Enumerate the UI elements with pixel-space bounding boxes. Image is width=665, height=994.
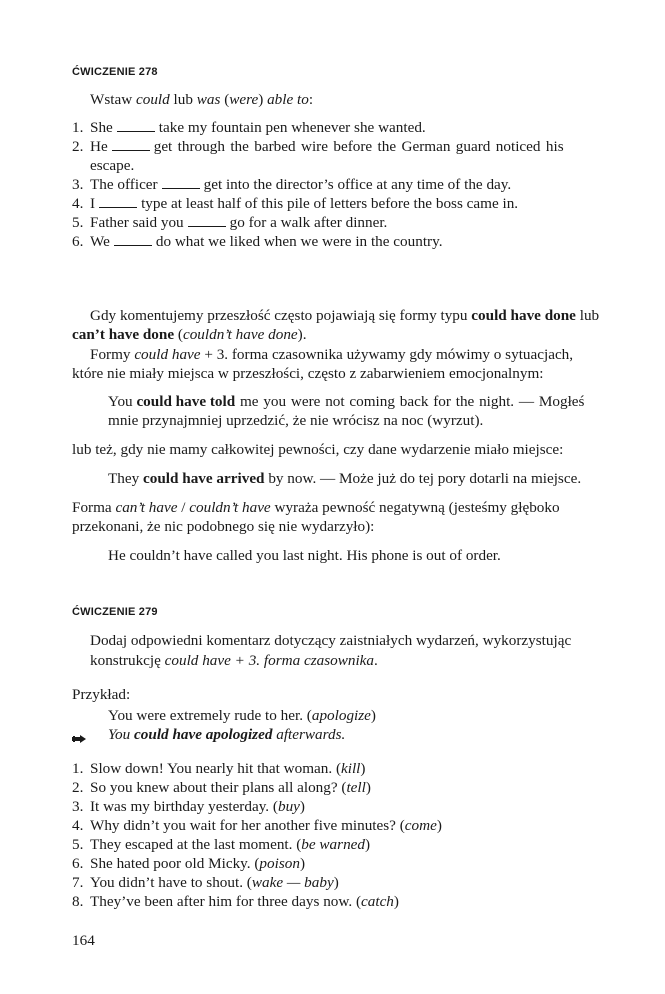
list-item: 4. I type at least half of this pile of letters before the boss came in. xyxy=(72,195,519,212)
list-item: 4. Why didn’t you wait for her another five minutes? (come) xyxy=(72,817,442,834)
example-label: Przykład: xyxy=(72,686,131,703)
theory-example-2: They could have arrived by now. — Może już do tej pory dotarli na miejsce. xyxy=(108,470,582,487)
theory-example-3: He couldn’t have called you last night. His phone is out of order. xyxy=(108,547,501,564)
answer-blank[interactable] xyxy=(188,225,226,227)
list-item: 1. She take my fountain pen whenever she wanted. xyxy=(72,119,426,136)
exercise-279-instruction-cont: konstrukcję could have + 3. forma czasownika. xyxy=(90,652,378,669)
list-item: 7. You didn’t have to shout. (wake — baby) xyxy=(72,874,339,891)
instruction-text: ) xyxy=(258,91,268,108)
list-item: 3. It was my birthday yesterday. (buy) xyxy=(72,798,305,815)
pointing-hand-icon xyxy=(72,731,86,749)
instruction-text: ( xyxy=(220,91,230,108)
theory-example-1: You could have told me you were not coming back for the night. — Mogłeś xyxy=(108,393,585,410)
list-item: 6. We do what we liked when we were in the country. xyxy=(72,233,443,250)
instruction-were: were xyxy=(229,91,259,108)
theory-paragraph-1: Gdy komentujemy przeszłość często pojawiają się formy typu could have done lub xyxy=(90,307,600,324)
exercise-279-instruction: Dodaj odpowiedni komentarz dotyczący zaistniałych wydarzeń, wykorzystując xyxy=(90,632,572,649)
list-item: 5. They escaped at the last moment. (be warned) xyxy=(72,836,371,853)
answer-blank[interactable] xyxy=(117,130,155,132)
answer-blank[interactable] xyxy=(99,206,137,208)
list-item: 8. They’ve been after him for three days now. (catch) xyxy=(72,893,399,910)
theory-example-1-translation: mnie przynajmniej uprzedzić, że nie wrócisz na noc (wyrzut). xyxy=(108,412,484,429)
answer-blank[interactable] xyxy=(162,187,200,189)
theory-paragraph-3: lub też, gdy nie mamy całkowitej pewności, czy dane wydarzenie miało miejsce: xyxy=(72,441,564,458)
example-question: You were extremely rude to her. (apologize) xyxy=(108,707,376,724)
list-item: 2. He get through the barbed wire before the German guard noticed his xyxy=(72,138,564,155)
theory-paragraph-4: Forma can’t have / couldn’t have wyraża pewność negatywną (jesteśmy głęboko xyxy=(72,499,560,516)
example-answer: You could have apologized afterwards. xyxy=(108,726,346,743)
exercise-279-heading: ĆWICZENIE 279 xyxy=(72,606,158,618)
exercise-278-heading: ĆWICZENIE 278 xyxy=(72,66,158,78)
instruction-text: : xyxy=(308,91,314,108)
theory-paragraph-2-cont: które nie miały miejsca w przeszłości, często z zabarwieniem emocjonalnym: xyxy=(72,365,544,382)
exercise-278-list xyxy=(72,118,646,251)
list-item: 2. So you knew about their plans all along? (tell) xyxy=(72,779,371,796)
instruction-able-to: able to xyxy=(267,91,309,108)
exercise-279-list xyxy=(72,759,442,911)
exercise-278-instruction xyxy=(90,90,313,109)
instruction-text: lub xyxy=(169,91,197,108)
theory-paragraph-4-cont: przekonani, że nic podobnego się nie wydarzyło): xyxy=(72,518,375,535)
instruction-could: could xyxy=(135,91,170,108)
theory-paragraph-1-cont: can’t have done (couldn’t have done). xyxy=(72,326,307,343)
list-item: 6. She hated poor old Micky. (poison) xyxy=(72,855,305,872)
theory-paragraph-2: Formy could have + 3. forma czasownika używamy gdy mówimy o sytuacjach, xyxy=(90,346,574,363)
list-item: 1. Slow down! You nearly hit that woman. (kill) xyxy=(72,760,366,777)
answer-blank[interactable] xyxy=(114,244,152,246)
answer-blank[interactable] xyxy=(112,149,150,151)
page-number: 164 xyxy=(72,932,95,949)
list-item: 3. The officer get into the director’s office at any time of the day. xyxy=(72,176,512,193)
instruction-was: was xyxy=(196,91,221,108)
instruction-text: Wstaw xyxy=(90,91,136,108)
list-item-continuation: escape. xyxy=(90,157,135,174)
list-item: 5. Father said you go for a walk after dinner. xyxy=(72,214,388,231)
